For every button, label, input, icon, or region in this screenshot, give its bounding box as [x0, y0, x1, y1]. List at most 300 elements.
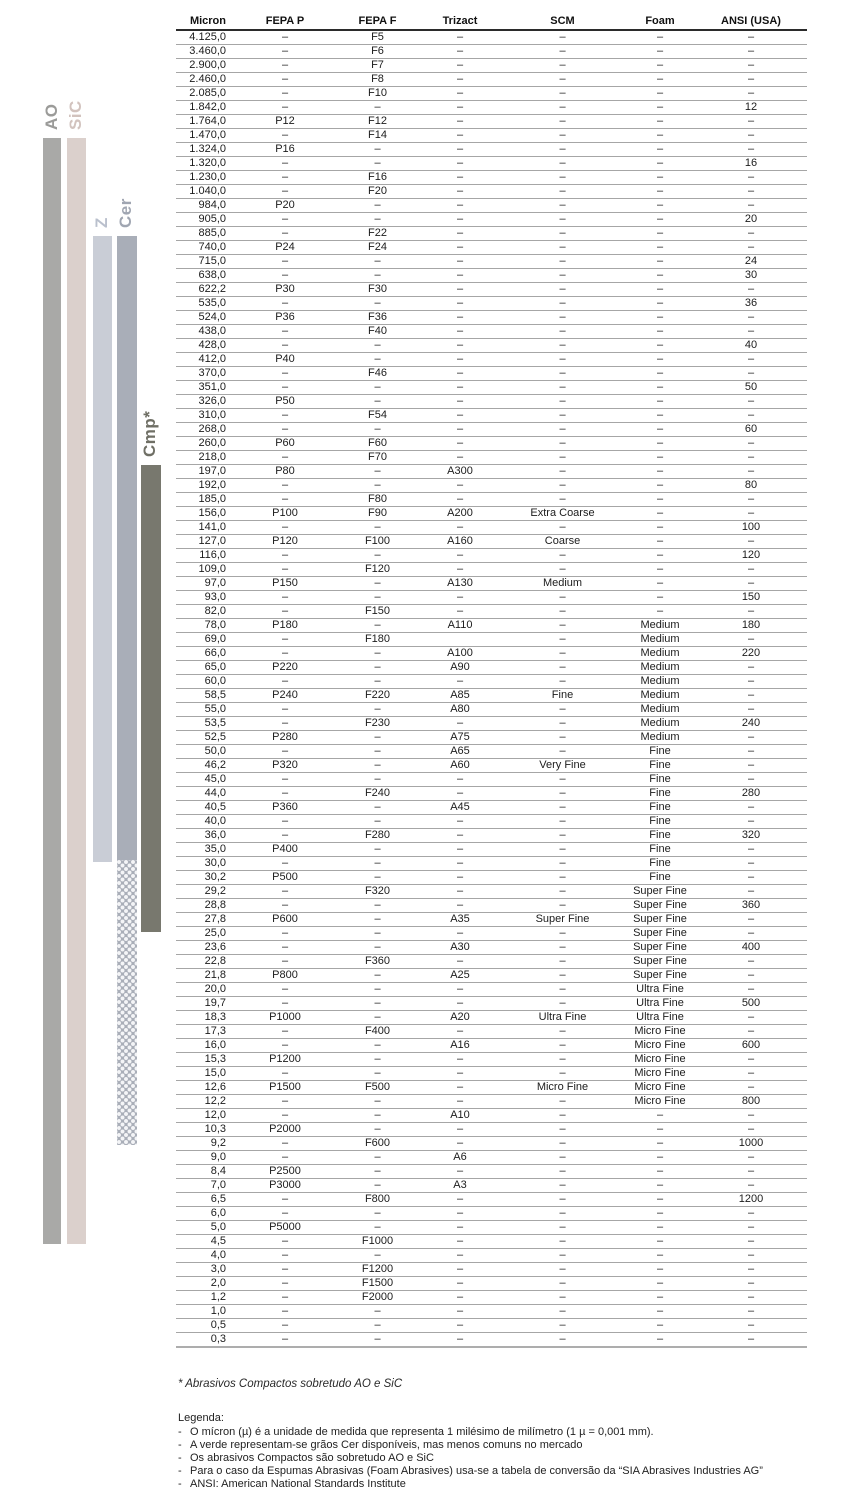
table-cell: 44,0	[176, 787, 235, 801]
table-cell: F36	[335, 311, 420, 325]
table-cell: –	[500, 1179, 625, 1193]
table-cell: –	[235, 647, 335, 661]
table-row	[176, 689, 807, 703]
table-cell: P150	[235, 577, 335, 591]
table-cell: Super Fine	[625, 969, 695, 983]
table-cell: Super Fine	[500, 913, 625, 927]
table-row	[176, 591, 807, 605]
table-cell: Fine	[625, 787, 695, 801]
table-cell: Medium	[625, 689, 695, 703]
table-cell: P16	[235, 143, 335, 157]
table-cell: P600	[235, 913, 335, 927]
table-cell: –	[335, 1305, 420, 1319]
table-cell: –	[420, 1137, 500, 1151]
table-row	[176, 339, 807, 353]
table-cell: 156,0	[176, 507, 235, 521]
table-cell: 12,0	[176, 1109, 235, 1123]
table-cell: –	[625, 1165, 695, 1179]
table-row	[176, 899, 807, 913]
table-cell: 280	[695, 787, 807, 801]
table-row	[176, 101, 807, 115]
table-cell: –	[335, 157, 420, 171]
table-cell: –	[625, 451, 695, 465]
table-cell: 600	[695, 1039, 807, 1053]
table-cell: 69,0	[176, 633, 235, 647]
table-cell: –	[420, 255, 500, 269]
table-cell: –	[695, 661, 807, 675]
table-cell: P30	[235, 283, 335, 297]
table-cell: Super Fine	[625, 885, 695, 899]
table-cell: –	[625, 1305, 695, 1319]
table-cell: –	[235, 899, 335, 913]
table-cell: –	[500, 1053, 625, 1067]
table-cell: 8,4	[176, 1165, 235, 1179]
table-cell: –	[500, 745, 625, 759]
table-cell: –	[625, 339, 695, 353]
table-cell: 100	[695, 521, 807, 535]
table-cell: P360	[235, 801, 335, 815]
table-cell: –	[420, 1221, 500, 1235]
table-cell: –	[235, 605, 335, 619]
legend-item: - A verde representam-se grãos Cer disponíveis, mas menos comuns no mercado	[178, 1439, 763, 1452]
table-row	[176, 1137, 807, 1151]
table-cell: 185,0	[176, 493, 235, 507]
table-cell: 1,0	[176, 1305, 235, 1319]
table-cell	[420, 633, 500, 647]
table-cell: Micro Fine	[625, 1095, 695, 1109]
table-cell: –	[625, 1263, 695, 1277]
table-cell: –	[500, 465, 625, 479]
table-cell: –	[625, 423, 695, 437]
table-row	[176, 493, 807, 507]
table-row	[176, 1109, 807, 1123]
table-cell: –	[500, 941, 625, 955]
table-cell: –	[625, 1179, 695, 1193]
table-cell: 30,2	[176, 871, 235, 885]
table-cell: –	[500, 661, 625, 675]
table-cell: A160	[420, 535, 500, 549]
table-cell: –	[500, 493, 625, 507]
table-cell: –	[420, 115, 500, 129]
table-cell: –	[420, 143, 500, 157]
table-cell: –	[420, 1207, 500, 1221]
table-cell: –	[420, 899, 500, 913]
table-row	[176, 829, 807, 843]
table-cell: P1500	[235, 1081, 335, 1095]
table-cell: –	[695, 1235, 807, 1249]
table-cell: –	[420, 871, 500, 885]
table-cell: –	[695, 983, 807, 997]
table-cell: –	[235, 381, 335, 395]
table-cell: –	[695, 759, 807, 773]
table-cell: 12,6	[176, 1081, 235, 1095]
table-cell: –	[695, 1053, 807, 1067]
table-cell: –	[695, 73, 807, 87]
table-cell: –	[235, 409, 335, 423]
table-cell: –	[420, 591, 500, 605]
table-cell: F14	[335, 129, 420, 143]
table-cell: –	[695, 311, 807, 325]
table-cell: –	[625, 1333, 695, 1348]
table-row	[176, 73, 807, 87]
table-cell: –	[695, 493, 807, 507]
table-cell: 1000	[695, 1137, 807, 1151]
table-cell: –	[625, 283, 695, 297]
table-cell: –	[500, 367, 625, 381]
table-cell: F1000	[335, 1235, 420, 1249]
table-cell: Fine	[625, 843, 695, 857]
table-cell: 500	[695, 997, 807, 1011]
table-row	[176, 703, 807, 717]
table-row	[176, 1081, 807, 1095]
table-cell: F1200	[335, 1263, 420, 1277]
table-row	[176, 1249, 807, 1263]
table-cell: –	[335, 983, 420, 997]
table-cell: –	[420, 1249, 500, 1263]
table-cell: –	[695, 1249, 807, 1263]
table-cell: –	[500, 1277, 625, 1291]
table-cell: –	[420, 815, 500, 829]
table-cell: –	[420, 87, 500, 101]
table-cell: 15,0	[176, 1067, 235, 1081]
column-header: Trizact	[420, 10, 500, 30]
table-cell: P1000	[235, 1011, 335, 1025]
table-row	[176, 311, 807, 325]
table-cell: –	[420, 339, 500, 353]
table-cell: F230	[335, 717, 420, 731]
table-cell: –	[500, 1235, 625, 1249]
table-cell: –	[695, 1277, 807, 1291]
table-cell: 905,0	[176, 213, 235, 227]
table-cell: Fine	[500, 689, 625, 703]
table-cell: 109,0	[176, 563, 235, 577]
table-row	[176, 535, 807, 549]
table-cell: A6	[420, 1151, 500, 1165]
table-cell: P280	[235, 731, 335, 745]
table-cell: –	[500, 409, 625, 423]
table-cell: Ultra Fine	[500, 1011, 625, 1025]
table-cell: 16	[695, 157, 807, 171]
table-cell: –	[695, 465, 807, 479]
table-cell: –	[625, 269, 695, 283]
table-cell: 800	[695, 1095, 807, 1109]
table-cell: –	[235, 1095, 335, 1109]
table-cell: 52,5	[176, 731, 235, 745]
table-cell: 1.470,0	[176, 129, 235, 143]
table-row	[176, 255, 807, 269]
table-cell: –	[420, 423, 500, 437]
column-header: FEPA P	[235, 10, 335, 30]
table-row	[176, 843, 807, 857]
table-cell: –	[335, 1165, 420, 1179]
table-cell: –	[695, 689, 807, 703]
table-cell: –	[500, 381, 625, 395]
table-cell: A60	[420, 759, 500, 773]
table-cell: –	[235, 339, 335, 353]
table-cell: –	[420, 1053, 500, 1067]
table-cell: 36	[695, 297, 807, 311]
table-cell: F120	[335, 563, 420, 577]
table-cell: –	[625, 143, 695, 157]
table-row	[176, 423, 807, 437]
table-cell: –	[420, 311, 500, 325]
table-cell: –	[500, 717, 625, 731]
table-cell: –	[625, 185, 695, 199]
table-cell: –	[625, 30, 695, 45]
table-cell: 326,0	[176, 395, 235, 409]
table-cell: –	[235, 1109, 335, 1123]
table-cell: –	[335, 773, 420, 787]
table-cell: P320	[235, 759, 335, 773]
table-row	[176, 115, 807, 129]
table-row	[176, 59, 807, 73]
table-cell: 50	[695, 381, 807, 395]
table-cell: Fine	[625, 815, 695, 829]
table-cell: –	[335, 927, 420, 941]
table-cell: –	[695, 129, 807, 143]
table-cell: 260,0	[176, 437, 235, 451]
table-cell: 55,0	[176, 703, 235, 717]
table-cell: –	[420, 927, 500, 941]
table-cell: –	[625, 563, 695, 577]
table-cell: –	[500, 969, 625, 983]
grit-conversion-table	[176, 10, 807, 1348]
table-cell: –	[625, 1151, 695, 1165]
table-cell: –	[625, 129, 695, 143]
table-cell: –	[695, 773, 807, 787]
table-row	[176, 1165, 807, 1179]
legend-item: - O mícron (µ) é a unidade de medida que representa 1 milésimo de milímetro (1 µ = 0,001 mm).	[178, 1426, 763, 1439]
table-cell: –	[500, 339, 625, 353]
column-header: SCM	[500, 10, 625, 30]
table-cell: –	[335, 353, 420, 367]
table-cell: F54	[335, 409, 420, 423]
table-cell: –	[235, 1193, 335, 1207]
table-cell: –	[420, 395, 500, 409]
grain-bar-label-cer: Cer	[116, 198, 135, 228]
table-cell: –	[695, 605, 807, 619]
table-cell: –	[235, 87, 335, 101]
table-cell: –	[625, 157, 695, 171]
table-cell: Super Fine	[625, 955, 695, 969]
table-cell: 1,2	[176, 1291, 235, 1305]
table-cell: 220	[695, 647, 807, 661]
table-cell: Micro Fine	[625, 1039, 695, 1053]
table-cell: –	[625, 227, 695, 241]
table-row	[176, 1235, 807, 1249]
table-cell: –	[500, 1095, 625, 1109]
table-cell: –	[695, 409, 807, 423]
table-cell: –	[625, 87, 695, 101]
table-cell: 60	[695, 423, 807, 437]
table-row	[176, 731, 807, 745]
table-cell: F8	[335, 73, 420, 87]
table-row	[176, 815, 807, 829]
table-cell: 16,0	[176, 1039, 235, 1053]
table-row	[176, 325, 807, 339]
table-cell: –	[625, 171, 695, 185]
table-cell: –	[420, 185, 500, 199]
table-cell: 412,0	[176, 353, 235, 367]
table-cell: –	[695, 395, 807, 409]
table-cell: –	[420, 1123, 500, 1137]
table-cell: –	[625, 297, 695, 311]
table-cell: 18,3	[176, 1011, 235, 1025]
table-cell: F2000	[335, 1291, 420, 1305]
table-cell: 1200	[695, 1193, 807, 1207]
table-cell: F600	[335, 1137, 420, 1151]
table-cell: –	[695, 87, 807, 101]
table-cell: –	[420, 325, 500, 339]
table-row	[176, 353, 807, 367]
table-cell: 30,0	[176, 857, 235, 871]
table-cell: Fine	[625, 871, 695, 885]
table-cell: 240	[695, 717, 807, 731]
table-cell: –	[420, 59, 500, 73]
table-cell: –	[335, 969, 420, 983]
table-cell: Fine	[625, 745, 695, 759]
table-cell: F500	[335, 1081, 420, 1095]
table-cell: –	[335, 1095, 420, 1109]
table-cell: –	[500, 899, 625, 913]
table-cell: –	[695, 927, 807, 941]
table-row	[176, 1207, 807, 1221]
table-row	[176, 1151, 807, 1165]
table-cell: –	[500, 1319, 625, 1333]
table-row	[176, 619, 807, 633]
table-cell: P800	[235, 969, 335, 983]
table-cell: –	[500, 227, 625, 241]
table-cell: –	[420, 30, 500, 45]
table-cell: Ultra Fine	[625, 983, 695, 997]
table-row	[176, 129, 807, 143]
table-cell: –	[235, 1137, 335, 1151]
table-cell: –	[625, 45, 695, 59]
table-cell: F150	[335, 605, 420, 619]
table-cell: A100	[420, 647, 500, 661]
table-row	[176, 983, 807, 997]
table-cell: –	[695, 241, 807, 255]
table-row	[176, 549, 807, 563]
table-cell: 9,2	[176, 1137, 235, 1151]
table-cell: –	[500, 857, 625, 871]
table-cell: –	[335, 899, 420, 913]
table-cell: –	[335, 647, 420, 661]
table-cell: –	[235, 815, 335, 829]
table-row	[176, 675, 807, 689]
table-cell: P5000	[235, 1221, 335, 1235]
table-cell: –	[235, 325, 335, 339]
table-cell: 1.764,0	[176, 115, 235, 129]
table-cell: –	[500, 1333, 625, 1348]
table-cell: –	[420, 479, 500, 493]
table-cell: –	[235, 521, 335, 535]
table-cell: –	[500, 115, 625, 129]
table-cell: –	[500, 1207, 625, 1221]
table-row	[176, 759, 807, 773]
table-cell: –	[420, 1291, 500, 1305]
table-cell: –	[235, 983, 335, 997]
table-cell: –	[335, 843, 420, 857]
legend-title: Legenda:	[178, 1412, 224, 1424]
table-cell: P100	[235, 507, 335, 521]
table-row	[176, 885, 807, 899]
table-cell: F30	[335, 283, 420, 297]
table-cell: 622,2	[176, 283, 235, 297]
table-cell: Medium	[500, 577, 625, 591]
table-cell: –	[335, 577, 420, 591]
table-cell: –	[695, 437, 807, 451]
table-cell: F800	[335, 1193, 420, 1207]
table-cell: Super Fine	[625, 927, 695, 941]
table-cell: Fine	[625, 801, 695, 815]
table-cell: 30	[695, 269, 807, 283]
table-cell: 25,0	[176, 927, 235, 941]
table-cell: –	[420, 857, 500, 871]
table-cell: P36	[235, 311, 335, 325]
table-row	[176, 269, 807, 283]
table-cell: Medium	[625, 703, 695, 717]
table-row	[176, 87, 807, 101]
table-row	[176, 563, 807, 577]
table-cell: –	[420, 269, 500, 283]
table-row	[176, 633, 807, 647]
table-cell: –	[335, 395, 420, 409]
table-cell: F1500	[335, 1277, 420, 1291]
table-cell: –	[235, 717, 335, 731]
table-cell: 15,3	[176, 1053, 235, 1067]
table-row	[176, 395, 807, 409]
table-cell: –	[235, 1249, 335, 1263]
table-cell: F24	[335, 241, 420, 255]
table-cell: 27,8	[176, 913, 235, 927]
table-cell: 9,0	[176, 1151, 235, 1165]
table-cell: 197,0	[176, 465, 235, 479]
table-cell: –	[695, 171, 807, 185]
table-cell: 2.900,0	[176, 59, 235, 73]
table-row	[176, 1263, 807, 1277]
table-cell: –	[500, 773, 625, 787]
table-cell: 524,0	[176, 311, 235, 325]
table-cell: –	[500, 297, 625, 311]
table-cell: –	[500, 983, 625, 997]
table-cell: –	[500, 1123, 625, 1137]
table-cell: Fine	[625, 773, 695, 787]
table-cell: 82,0	[176, 605, 235, 619]
table-cell: –	[420, 521, 500, 535]
table-cell: –	[625, 521, 695, 535]
table-cell: –	[335, 731, 420, 745]
table-cell: –	[335, 143, 420, 157]
footnote: * Abrasivos Compactos sobretudo AO e SiC	[178, 1378, 403, 1390]
table-cell: 428,0	[176, 339, 235, 353]
table-row	[176, 577, 807, 591]
table-cell: –	[335, 997, 420, 1011]
table-cell: –	[235, 1039, 335, 1053]
table-cell: 2.085,0	[176, 87, 235, 101]
table-cell: 80	[695, 479, 807, 493]
table-cell: –	[335, 801, 420, 815]
table-cell: –	[235, 703, 335, 717]
grain-bar-label-sic: SiC	[66, 100, 85, 130]
table-cell: 535,0	[176, 297, 235, 311]
table-cell: –	[420, 409, 500, 423]
table-cell: F46	[335, 367, 420, 381]
table-cell: –	[695, 1081, 807, 1095]
table-cell: –	[500, 185, 625, 199]
table-cell: –	[625, 395, 695, 409]
table-cell: –	[625, 381, 695, 395]
